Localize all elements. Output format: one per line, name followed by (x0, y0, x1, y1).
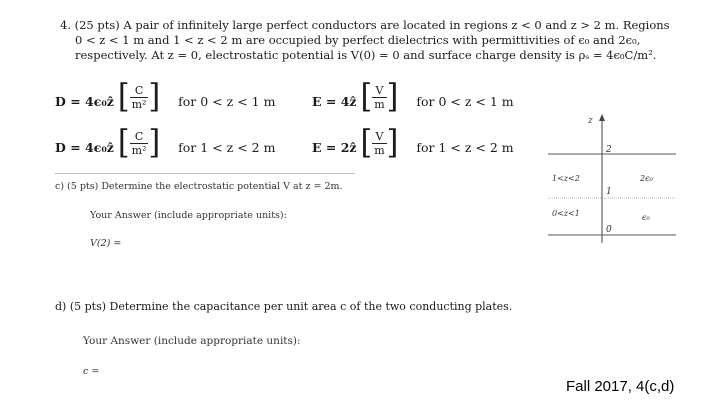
part-c-answer-line: V(2) = (90, 238, 122, 249)
part-c-answer-prompt: Your Answer (include appropriate units): (90, 210, 287, 221)
equation-lhs: E = 4ẑ (312, 94, 357, 109)
unit-denominator: m (374, 143, 385, 157)
unit-numerator: C (130, 84, 149, 98)
equation-d-lower: D = 4ϵ₀ẑ [ $\frac{C}{\text{m²}}$ ] for 0 < z < 1 m (55, 77, 276, 116)
footer-label: Fall 2017, 4(c,d) (566, 378, 675, 395)
part-c-question: c) (5 pts) Determine the electrostatic potential V at z = 2m. (55, 181, 343, 192)
equation-lhs: D = 4ϵ₀ẑ (55, 94, 114, 109)
problem-line-2: 0 < z < 1 m and 1 < z < 2 m are occupied by perfect dielectrics with permittivities of ϵ₀ and 2ϵ₀, (75, 33, 641, 47)
equation-condition: for 1 < z < 2 m (416, 140, 514, 155)
equation-e-upper: E = 2ẑ [ $\frac{V}{m}$ ] for 1 < z < 2 m (312, 123, 514, 162)
perm-upper-label: 2ϵ₀ (640, 174, 653, 183)
equation-condition: for 0 < z < 1 m (178, 94, 276, 109)
unit-numerator: V (372, 84, 386, 98)
equation-d-upper: D = 4ϵ₀ẑ [ $\frac{C}{\text{m²}}$ ] for 1 < z < 2 m (55, 123, 276, 162)
problem-line-3: respectively. At z = 0, electrostatic potential is V(0) = 0 and surface charge density is ρₛ = 4ϵ₀C/m². (75, 48, 657, 62)
axis-arrow-icon (599, 114, 605, 121)
axis-label: z (588, 116, 593, 126)
part-d-answer-line: c = (83, 366, 100, 377)
unit-numerator: C (130, 130, 149, 144)
unit-denominator: m (374, 97, 385, 111)
problem-line-1: 4. (25 pts) A pair of infinitely large perfect conductors are located in regions z < 0 and z > 2 m. Regions (60, 18, 670, 32)
region-lower-label: 0<z<1 (552, 209, 580, 218)
equation-lhs: D = 4ϵ₀ẑ (55, 140, 114, 155)
region-upper-label: 1<z<2 (552, 174, 580, 183)
tick-0: 0 (606, 225, 612, 235)
equation-condition: for 1 < z < 2 m (178, 140, 276, 155)
tick-2: 2 (606, 145, 612, 155)
perm-lower-label: ϵ₀ (642, 213, 650, 222)
equation-e-lower: E = 4ẑ [ $\frac{V}{m}$ ] for 0 < z < 1 m (312, 77, 514, 116)
dielectric-figure (540, 108, 680, 248)
part-d-answer-prompt: Your Answer (include appropriate units): (83, 335, 301, 347)
part-d-question: d) (5 pts) Determine the capacitance per unit area c of the two conducting plates. (55, 300, 513, 313)
divider (55, 173, 355, 174)
tick-1: 1 (606, 187, 612, 197)
equation-lhs: E = 2ẑ (312, 140, 357, 155)
unit-denominator: m² (131, 97, 147, 111)
equation-condition: for 0 < z < 1 m (416, 94, 514, 109)
unit-denominator: m² (131, 143, 147, 157)
unit-numerator: V (372, 130, 386, 144)
